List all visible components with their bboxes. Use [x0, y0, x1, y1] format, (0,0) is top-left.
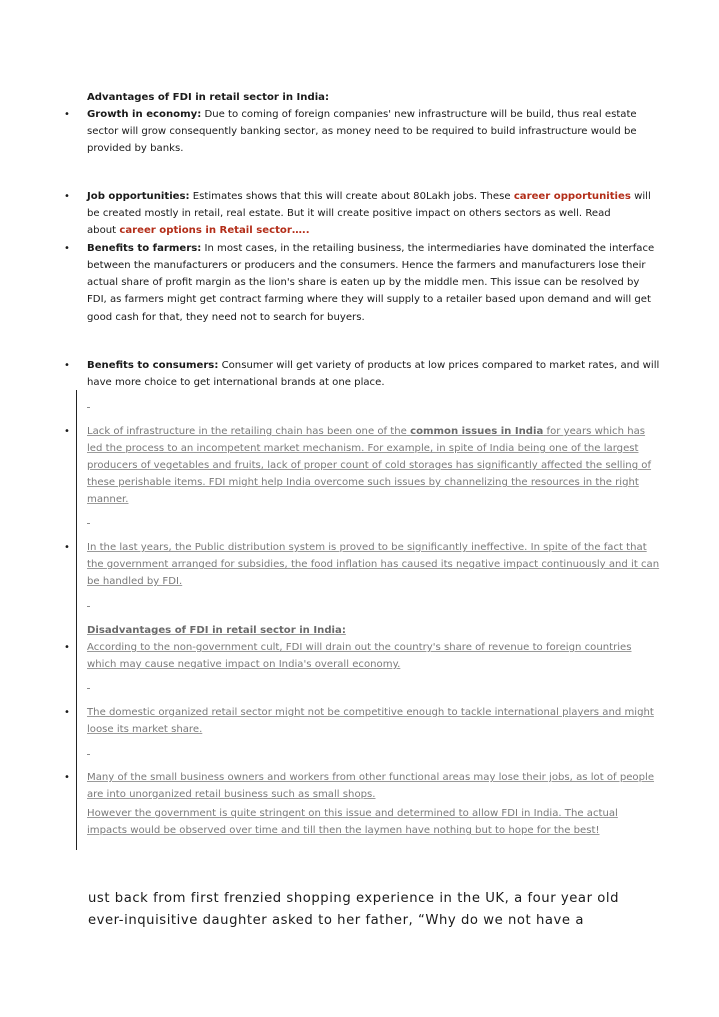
jobs-text-1a: Estimates shows that this will create about 80Lakh jobs. These [192, 191, 511, 202]
jobs-line-2: be created mostly in retail, real estate. But it will create positive impact on others sectors as well. Read [87, 208, 611, 219]
farmers-title: Benefits to farmers: [87, 243, 202, 254]
consumers-line-1 [87, 357, 659, 374]
farmers-line-5: good cash for that, they need not to search for buyers. [87, 312, 365, 323]
jobs-text-1b: will [634, 191, 651, 202]
farmers-line-2: between the manufacturers or producers and the consumers. Hence the farmers and manufacturers lose their [87, 260, 646, 271]
growth-title: Growth in economy: [87, 109, 202, 120]
bullet-dis1: • [64, 642, 70, 653]
bullet-farmers: • [64, 243, 70, 254]
dis3-line-1: Many of the small business owners and workers from other functional areas may lose their jobs, as lot of people [87, 772, 655, 783]
common-issues-link[interactable]: common issues in India [410, 426, 544, 437]
dis3-line-2: are into unorganized retail business such as small shops. [87, 789, 376, 800]
consumers-text-1: Consumer will get variety of products at low prices compared to market rates, and will [221, 360, 660, 371]
conclusion-line-2: impacts would be observed over time and till then the laymen have nothing but to hope for the best! [87, 825, 600, 836]
infra-text-1b: for years which has [546, 426, 646, 437]
jobs-line-3 [87, 222, 310, 239]
infra-line-1 [87, 423, 645, 440]
infra-text-1a: Lack of infrastructure in the retailing chain has been one of the [87, 426, 407, 437]
growth-line-1 [87, 106, 637, 123]
story-line-1: ust back from first frenzied shopping experience in the UK, a four year old [88, 891, 620, 906]
dis2-line-1: The domestic organized retail sector might not be competitive enough to tackle international players and might [87, 707, 654, 718]
farmers-text-1: In most cases, in the retailing business, the intermediaries have dominated the interface [204, 243, 655, 254]
career-options-retail-link[interactable]: career options in Retail sector [119, 225, 292, 236]
dash-3 [87, 606, 90, 607]
jobs-title: Job opportunities: [87, 191, 190, 202]
pds-line-2: the government arranged for subsidies, the food inflation has caused its negative impact continuously and it can [87, 559, 660, 570]
dis2-line-2: loose its market share. [87, 724, 203, 735]
growth-text-1: Due to coming of foreign companies' new infrastructure will be build, thus real estate [204, 109, 637, 120]
jobs-line-1 [87, 188, 651, 205]
dash-4 [87, 688, 90, 689]
bullet-jobs: • [64, 191, 70, 202]
dis1-line-2: which may cause negative impact on India's overall economy. [87, 659, 401, 670]
consumers-title: Benefits to consumers: [87, 360, 219, 371]
pds-line-3: be handled by FDI. [87, 576, 183, 587]
change-bar [76, 390, 77, 850]
jobs-ellipsis: ….. [291, 225, 310, 236]
farmers-line-1 [87, 240, 654, 257]
jobs-text-3a: about [87, 225, 117, 236]
bullet-growth: • [64, 109, 70, 120]
bullet-dis3: • [64, 772, 70, 783]
infra-line-4: these perishable items. FDI might help India overcome such issues by channelizing the resources in the right [87, 477, 639, 488]
pds-line-1: In the last years, the Public distribution system is proved to be significantly ineffective. In spite of the fact that [87, 542, 647, 553]
disadvantages-heading [87, 622, 346, 639]
infra-line-3: producers of vegetables and fruits, lack of proper count of cold storages has significantly affected the selling of [87, 460, 652, 471]
dash-5 [87, 754, 90, 755]
dis1-line-1: According to the non-government cult, FDI will drain out the country's share of revenue to foreign countries [87, 642, 632, 653]
disadvantages-heading-text: Disadvantages of FDI in retail sector in India: [87, 625, 346, 636]
infra-line-5: manner. [87, 494, 129, 505]
conclusion-line-1: However the government is quite stringent on this issue and determined to allow FDI in India. The actual [87, 808, 618, 819]
bullet-consumers: • [64, 360, 70, 371]
infra-line-2: led the process to an incompetent market mechanism. For example, in spite of India being one of the largest [87, 443, 639, 454]
dash-2 [87, 523, 90, 524]
growth-line-3: provided by banks. [87, 143, 184, 154]
consumers-line-2: have more choice to get international brands at one place. [87, 377, 385, 388]
career-opportunities-link[interactable]: career opportunities [513, 191, 631, 202]
farmers-line-4: FDI, as farmers might get contract farming where they will supply to a retailer based upon demand and will get [87, 294, 651, 305]
dash-1 [87, 407, 90, 408]
bullet-dis2: • [64, 707, 70, 718]
bullet-pds: • [64, 542, 70, 553]
farmers-line-3: actual share of profit margin as the lion's share is eaten up by the middle men. This issue can be resolved by [87, 277, 640, 288]
bullet-infra: • [64, 426, 70, 437]
advantages-heading: Advantages of FDI in retail sector in India: [87, 92, 330, 103]
growth-line-2: sector will grow consequently banking sector, as money need to be required to build infrastructure would be [87, 126, 637, 137]
story-line-2: ever-inquisitive daughter asked to her father, “Why do we not have a [88, 913, 584, 928]
